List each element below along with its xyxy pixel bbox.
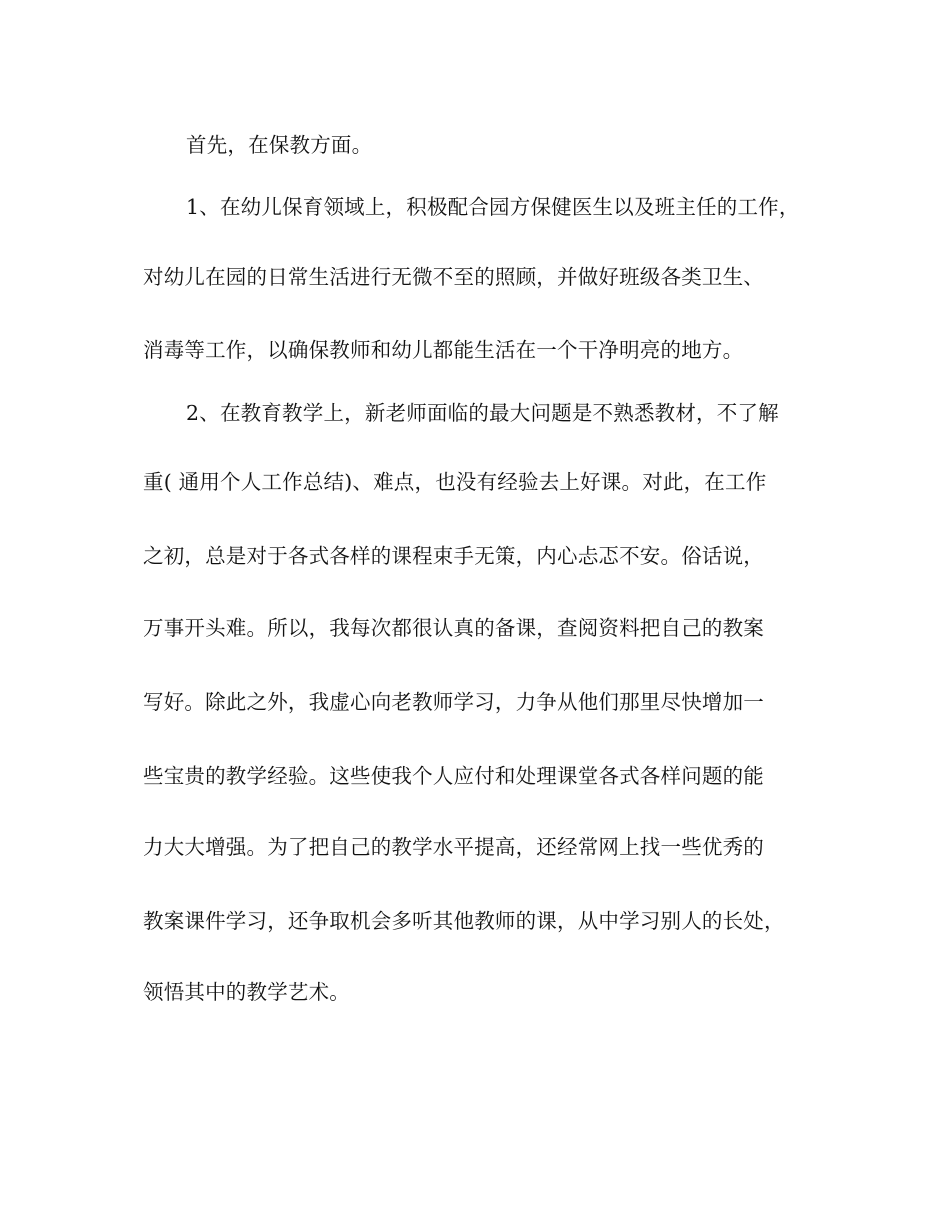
paragraph-1-line-1: 1、在幼儿保育领域上，积极配合园方保健医生以及班主任的工作，	[186, 195, 800, 219]
paragraph-1-line-3: 消毒等工作，以确保教师和幼儿都能生活在一个干净明亮的地方。	[143, 338, 744, 362]
paragraph-2-line-8: 教案课件学习，还争取机会多听其他教师的课，从中学习别人的长处，	[143, 909, 785, 933]
paragraph-heading-line: 首先，在保教方面。	[186, 133, 373, 157]
paragraph-2-line-5: 写好。除此之外，我虚心向老教师学习，力争从他们那里尽快增加一	[143, 690, 764, 714]
paragraph-2-line-6: 些宝贵的教学经验。这些使我个人应付和处理课堂各式各样问题的能	[143, 764, 764, 788]
paragraph-2-line-2: 重( 通用个人工作总结)、难点，也没有经验去上好课。对此，在工作	[143, 470, 767, 494]
paragraph-2-line-7: 力大大增强。为了把自己的教学水平提高，还经常网上找一些优秀的	[143, 835, 764, 859]
paragraph-2-line-3: 之初，总是对于各式各样的课程束手无策，内心忐忑不安。俗话说，	[143, 544, 764, 568]
paragraph-1-line-2: 对幼儿在园的日常生活进行无微不至的照顾，并做好班级各类卫生、	[143, 265, 764, 289]
paragraph-2-line-1: 2、在教育教学上，新老师面临的最大问题是不熟悉教材，不了解	[186, 401, 779, 425]
paragraph-2-line-9: 领悟其中的教学艺术。	[143, 980, 350, 1004]
paragraph-2-line-4: 万事开头难。所以，我每次都很认真的备课，查阅资料把自己的教案	[143, 616, 764, 640]
